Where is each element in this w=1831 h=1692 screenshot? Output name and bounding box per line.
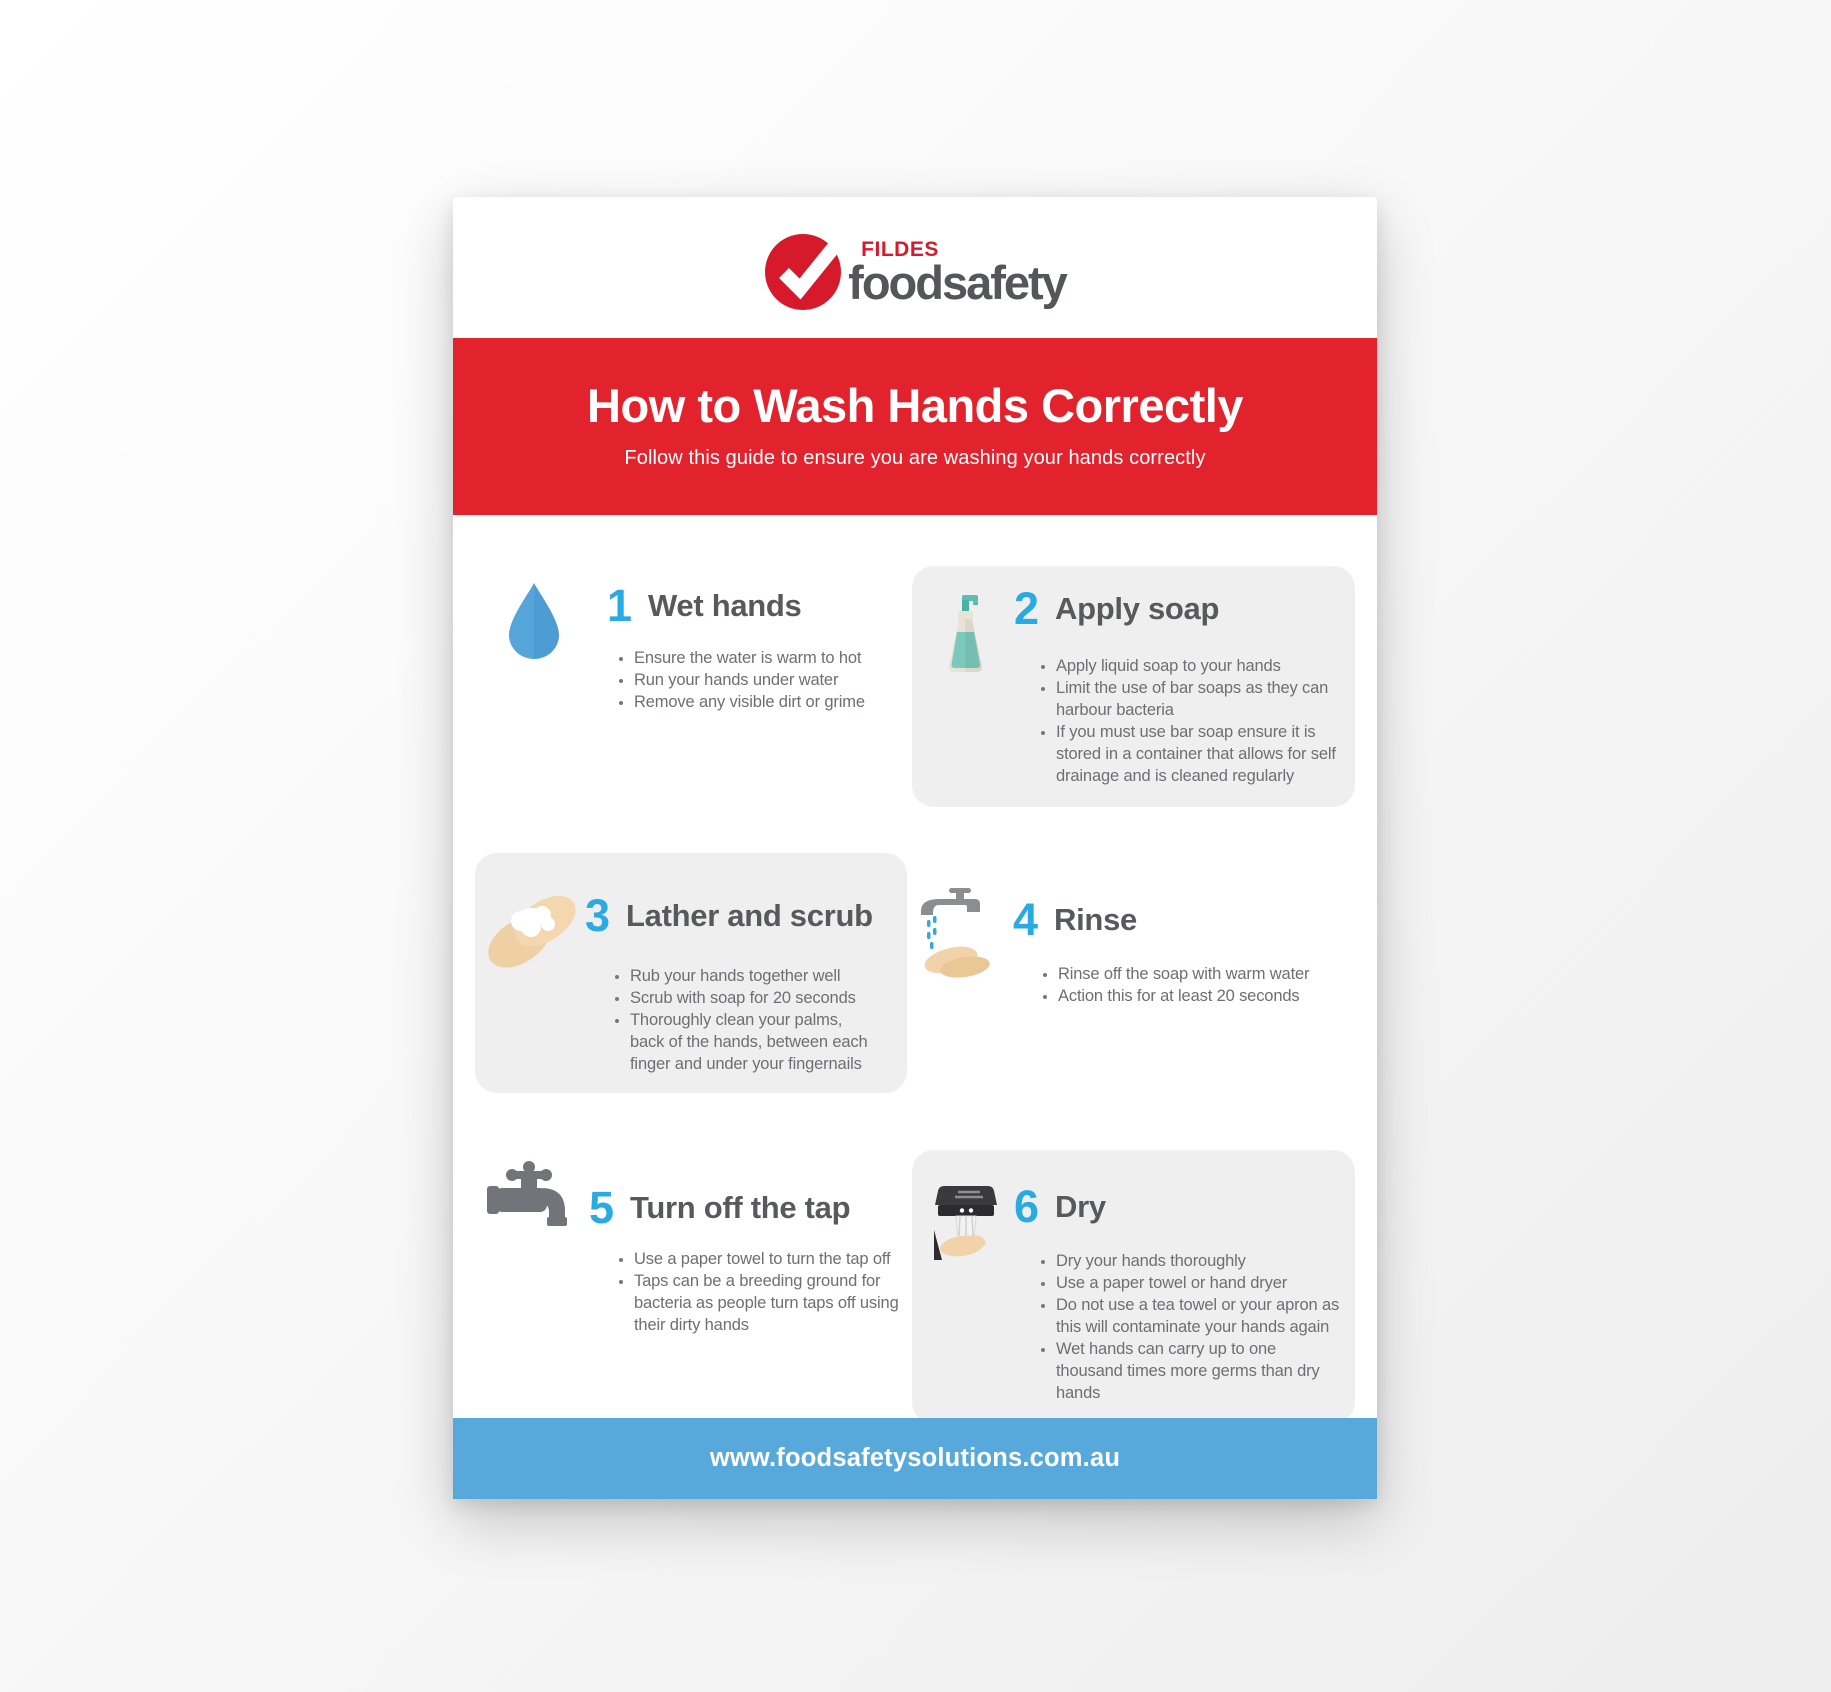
step-bullet-list [1014, 1250, 1347, 1404]
checkmark-circle-icon [764, 232, 846, 312]
step-bullet: • Rinse off the soap with warm water [1058, 963, 1309, 985]
step-card-rinse [915, 877, 1351, 1007]
logo [453, 197, 1377, 338]
step-card-lather-scrub [475, 853, 907, 1093]
step-bullet: • Scrub with soap for 20 seconds [630, 987, 880, 1009]
tap-icon [485, 1161, 569, 1235]
step-number: 4 [1013, 894, 1039, 945]
step-bullet: • Run your hands under water [634, 669, 865, 691]
step-number: 5 [589, 1182, 615, 1233]
step-title: Lather and scrub [626, 897, 873, 933]
soap-bottle-icon [944, 594, 988, 682]
step-card-wet-hands [493, 569, 885, 713]
paper-towel-dispenser-icon [932, 1184, 1006, 1260]
step-card-dry [912, 1150, 1355, 1424]
step-number: 3 [585, 890, 611, 941]
step-bullet: • If you must use bar soap ensure it is stored in a container that allows for self drainage and is cleaned regularly [1056, 721, 1345, 787]
step-bullet: • Do not use a tea towel or your apron as this will contaminate your hands again [1056, 1294, 1347, 1338]
step-bullet: • Use a paper towel or hand dryer [1056, 1272, 1347, 1294]
step-title: Wet hands [648, 587, 802, 623]
step-bullet: • Dry your hands thoroughly [1056, 1250, 1347, 1272]
header-band [453, 338, 1377, 515]
step-title: Apply soap [1055, 590, 1220, 626]
step-bullet-list [1013, 963, 1309, 1007]
footer-url: www.foodsafetysolutions.com.au [709, 1444, 1121, 1472]
step-card-apply-soap [912, 566, 1355, 807]
step-bullet: • Rub your hands together well [630, 965, 880, 987]
step-title: Turn off the tap [630, 1189, 851, 1225]
brand-food: food [848, 255, 942, 309]
brand-foodsafety [848, 255, 1066, 309]
step-bullet: • Remove any visible dirt or grime [634, 691, 865, 713]
footer-band [453, 1418, 1377, 1499]
poster-page [453, 197, 1377, 1499]
step-number: 6 [1014, 1181, 1040, 1232]
step-bullet-list [585, 965, 880, 1075]
step-bullet: • Apply liquid soap to your hands [1056, 655, 1345, 677]
step-bullet-list [1014, 655, 1345, 787]
step-bullet: • Wet hands can carry up to one thousand times more germs than dry hands [1056, 1338, 1347, 1404]
page-subtitle: Follow this guide to ensure you are washing your hands correctly [624, 447, 1206, 469]
step-card-turn-off-tap [479, 1145, 909, 1336]
water-drop-icon [507, 581, 561, 659]
step-bullet: • Thoroughly clean your palms, back of the hands, between each finger and under your fingernails [630, 1009, 880, 1075]
step-number: 2 [1014, 583, 1040, 634]
step-bullet: • Use a paper towel to turn the tap off [634, 1248, 909, 1270]
step-bullet: • Action this for at least 20 seconds [1058, 985, 1309, 1007]
step-bullet: • Taps can be a breeding ground for bacteria as people turn taps off using their dirty hands [634, 1270, 909, 1336]
step-bullet-list [589, 1248, 909, 1336]
rinse-hands-icon [921, 887, 999, 981]
brand-safety: safety [941, 255, 1066, 309]
brand-fildes: FILDES [861, 237, 939, 261]
step-number: 1 [607, 580, 633, 631]
step-bullet: • Limit the use of bar soaps as they can harbour bacteria [1056, 677, 1345, 721]
lather-hands-icon [485, 887, 580, 969]
step-bullet-list [607, 647, 865, 713]
step-title: Rinse [1054, 901, 1137, 937]
step-title: Dry [1055, 1188, 1106, 1224]
page-title: How to Wash Hands Correctly [587, 379, 1243, 432]
step-bullet: • Ensure the water is warm to hot [634, 647, 865, 669]
